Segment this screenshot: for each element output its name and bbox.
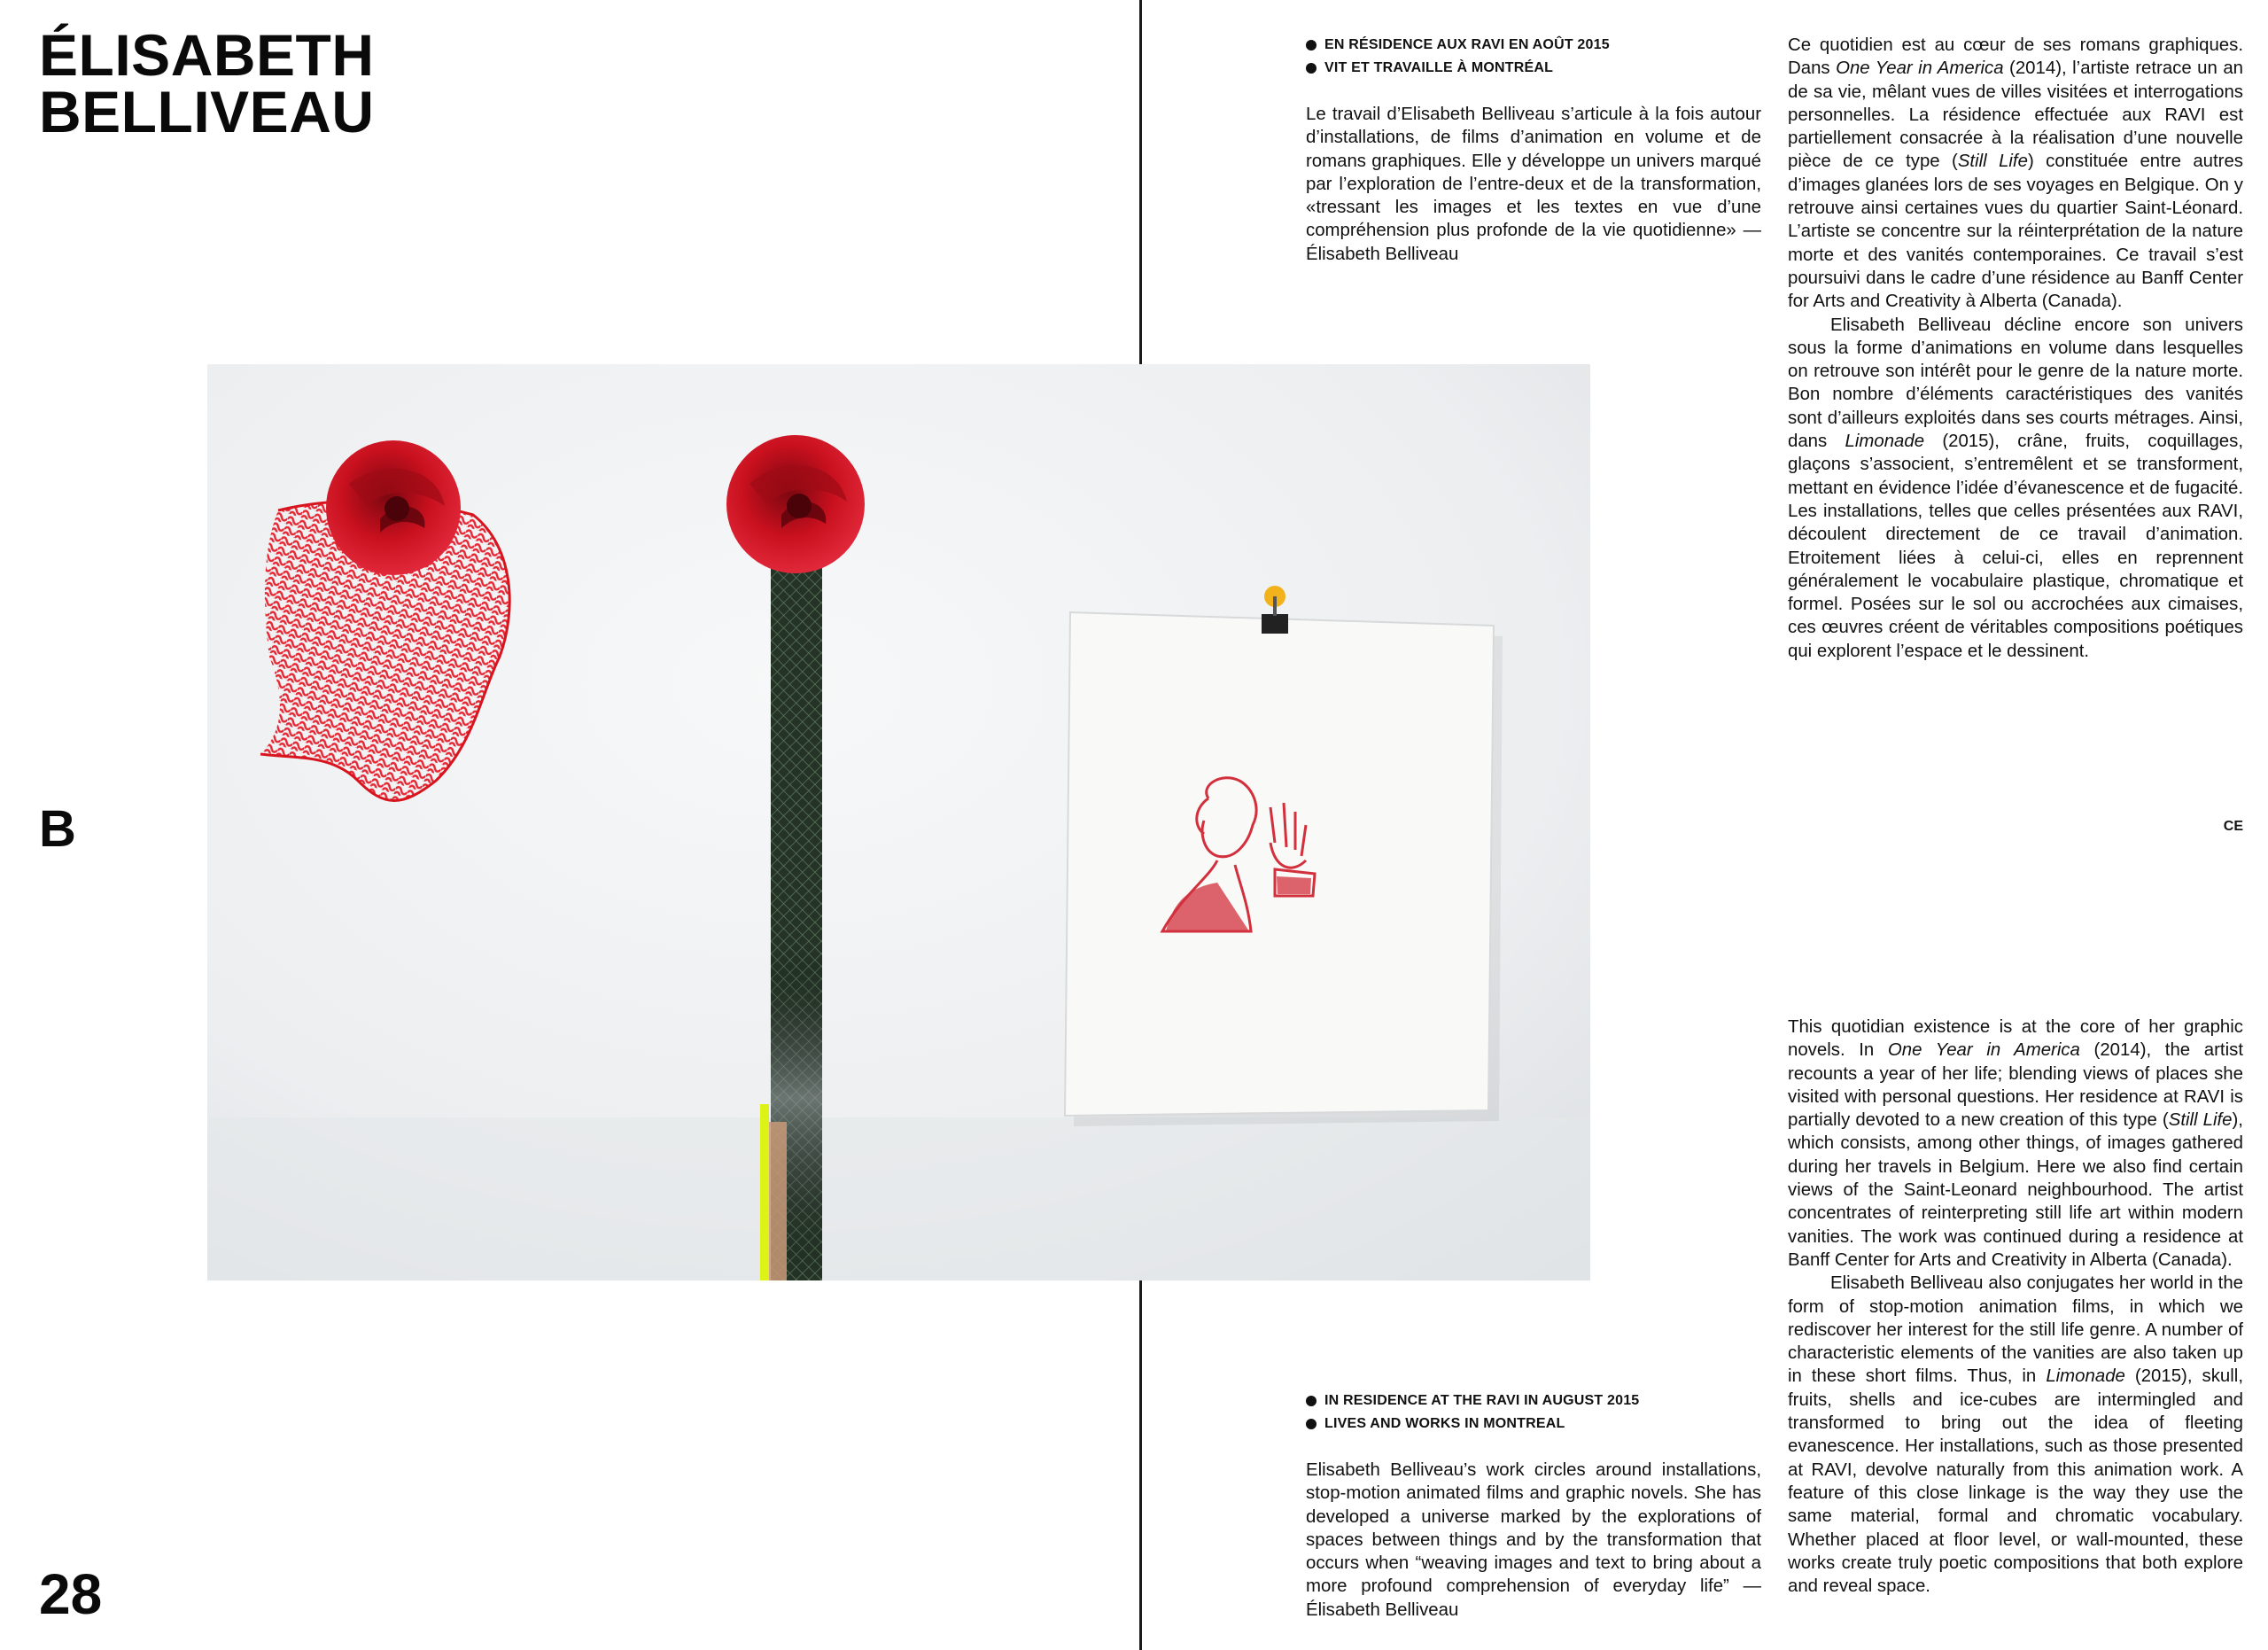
artist-last-name: BELLIVEAU bbox=[39, 79, 375, 144]
body-fr-p2-title: Limonade bbox=[1845, 432, 1925, 452]
pinned-drawing bbox=[1065, 586, 1503, 1126]
artist-first-name: ÉLISABETH bbox=[39, 22, 375, 88]
body-en-p1-a: This quotidian existence is at the core of her graphic novels. In bbox=[1788, 1017, 2243, 1061]
body-fr-p1-a: Ce quotidien est au cœur de ses romans graphiques. Dans bbox=[1788, 35, 2243, 79]
body-fr-p1-c: (2014), l’artiste retrace un an de sa vie, mêlant vues de villes visitées et interrogations personnelles. La résidence effectuée aux RAVI est partiellement consacrée à la réalisation d’une nouvelle pièce de ce type ( bbox=[1788, 58, 2243, 172]
body-fr-p1-e: ) constituée entre autres d’images glanées lors de ses voyages en Belgique. On y retrouve ainsi certaines vues du quartier Saint-Léonard. L’artiste se concentre sur la réinterprétation de la nature morte et des vanités contemporaines. Ce travail s’est poursuivi dans le cadre d’une résidence au Banff Center for Arts and Creativity à Alberta (Canada). bbox=[1788, 152, 2243, 312]
body-fr-p2-a: Elisabeth Belliveau décline encore son univers sous la forme d’animations en volume dans lesquelles on retrouve son intérêt pour le genre de la nature morte. Bon nombre d’éléments caractéristiques des vanités sont d’ailleurs exploités dans ses courts métrages. Ainsi, dans bbox=[1788, 315, 2243, 452]
page-number: 28 bbox=[39, 1562, 103, 1626]
body-en-p2-c: (2015), skull, fruits, shells and ice-cubes are intermingled and transformed to bring out the idea of fleeting evanescence. Her installations, such as those presented at RAVI, devolve naturally from this animation work. A feature of this close linkage is the way they use the same material, formal and chromatic vocabulary. Whether placed at floor level, or wall-mounted, these works create truly poetic compositions that both explore and reveal space. bbox=[1788, 1366, 2243, 1597]
photo-wall-shadow bbox=[207, 1117, 1590, 1280]
facts-fr bbox=[1306, 34, 1610, 80]
installation-photo bbox=[207, 364, 1590, 1280]
intro-en bbox=[1306, 1459, 1761, 1622]
section-letter: B bbox=[39, 800, 76, 858]
body-en-paragraph-1 bbox=[1788, 1016, 2243, 1272]
section-mark: CE bbox=[2223, 819, 2243, 834]
body-fr-p1-title: One Year in America bbox=[1836, 58, 2004, 79]
body-fr bbox=[1788, 34, 2243, 663]
fact-lives-en: LIVES AND WORKS IN MONTREAL bbox=[1306, 1413, 1639, 1436]
intro-fr-text: Le travail d’Elisabeth Belliveau s’articule à la fois autour d’installations, de films d’animation en volume et de romans graphiques. Elle y développe un univers marqué par l’exploration de l’entre-deux et de la transformation, «tressant les images et les textes en vue d’une compréhension plus profonde de la vie quotidienne» — Élisabeth Belliveau bbox=[1306, 105, 1761, 264]
body-en-p1-e: ), which consists, among other things, of images gathered during her travels in Belgium. Here we also find certain views of the Saint-Leonard neighbourhood. The artist concentrates of reinterpreting still life art within modern vanities. The work was continued during a residence at Banff Center for Arts and Creativity in Alberta (Canada). bbox=[1788, 1110, 2243, 1270]
artist-name bbox=[39, 22, 375, 144]
body-en-p1-title: One Year in America bbox=[1887, 1040, 2080, 1061]
fact-lives-fr: VIT ET TRAVAILLE À MONTRÉAL bbox=[1306, 57, 1610, 80]
body-fr-p2-c: (2015), crâne, fruits, coquillages, glaçons s’associent, s’entremêlent et se transforment, mettant en évidence l’idée d’évanescence et de fugacité. Les installations, telles que celles présentées aux RAVI, découlent directement de ce travail d’animation. Etroitement liées à celui-ci, elles en reprennent généralement le vocabulaire plastique, chromatique et formel. Posées sur le sol ou accrochées aux cimaises, ces œuvres créent de véritables compositions poétiques qui explorent l’espace et le dessinent. bbox=[1788, 432, 2243, 661]
intro-en-text: Elisabeth Belliveau’s work circles around installations, stop-motion animated films and graphic novels. She has developed a universe marked by the explorations of spaces between things and by the transformation that occurs when “weaving images and text to bring about a more profound comprehension of everyday life” — Élisabeth Belliveau bbox=[1306, 1460, 1761, 1620]
body-fr-paragraph-1 bbox=[1788, 34, 2243, 314]
intro-fr bbox=[1306, 103, 1761, 266]
body-en-p2-title: Limonade bbox=[2046, 1366, 2125, 1387]
fact-residence-en: IN RESIDENCE AT THE RAVI IN AUGUST 2015 bbox=[1306, 1389, 1639, 1413]
body-fr-paragraph-2 bbox=[1788, 314, 2243, 663]
body-en-p1-title-2: Still Life bbox=[2168, 1110, 2233, 1131]
body-en-p1-c: (2014), the artist recounts a year of her life; blending views of places she visited with personal questions. Her residence at RAVI is partially devoted to a new creation of this type ( bbox=[1788, 1040, 2243, 1131]
facts-en bbox=[1306, 1389, 1639, 1436]
body-en-paragraph-2 bbox=[1788, 1272, 2243, 1598]
body-en-p2-a: Elisabeth Belliveau also conjugates her world in the form of stop-motion animation films, in which we rediscover her interest for the still life genre. A number of characteristic elements of the vanities are also taken up in these short films. Thus, in bbox=[1788, 1273, 2243, 1387]
fact-residence-fr: EN RÉSIDENCE AUX RAVI EN AOÛT 2015 bbox=[1306, 34, 1610, 57]
body-en bbox=[1788, 1016, 2243, 1598]
body-fr-p1-title-2: Still Life bbox=[1957, 152, 2028, 172]
